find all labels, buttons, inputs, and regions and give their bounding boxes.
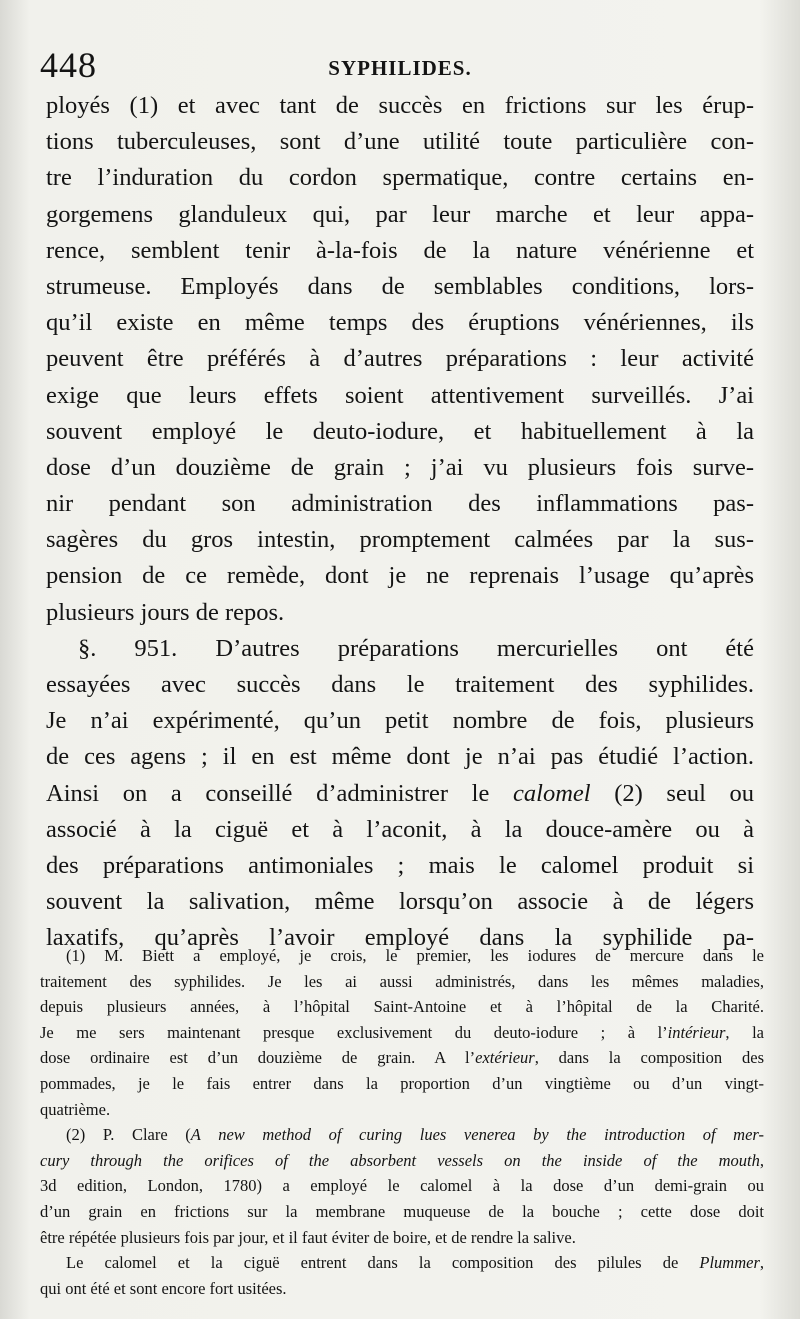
body-line: souvent employé le deuto-iodure, et habituellement à la [46, 417, 754, 445]
footnote-line: 3d edition, London, 1780) a employé le calomel à la dose d’un demi-grain ou [40, 1176, 764, 1196]
footnote-line: depuis plusieurs années, à l’hôpital Saint-Antoine et à l’hôpital de la Charité. [40, 997, 764, 1017]
footnote-line [40, 1045, 764, 1071]
body-line: pension de ce remède, dont je ne reprenais l’usage qu’après [46, 562, 754, 590]
footnote-line [40, 1122, 764, 1148]
body-line [46, 776, 754, 812]
body-line: ployés (1) et avec tant de succès en frictions sur les érup- [46, 92, 754, 119]
footnote-line-part: , dans la composition des [534, 1048, 764, 1068]
footnote-line: pommades, je le fais entrer dans la proportion d’un vingtième ou d’un vingt- [40, 1073, 764, 1093]
interieur-term: intérieur [667, 1022, 726, 1042]
footnote-line: être répétée plusieurs fois par jour, et il faut éviter de boire, et de rendre la salive. [40, 1227, 576, 1247]
footnote-line-part: , la [725, 1022, 764, 1042]
footnote-line-part: Je me sers maintenant presque exclusivement du deuto-iodure ; à l’ [40, 1022, 668, 1042]
footnote-line-part: dose ordinaire est d’un douzième de grain. A l’ [40, 1048, 476, 1068]
body-line: dose d’un douzième de grain ; j’ai vu plusieurs fois surve- [46, 453, 754, 481]
footnote-line: quatrième. [40, 1099, 111, 1119]
page-number: 448 [40, 45, 97, 85]
body-line: nir pendant son administration des inflammations pas- [46, 490, 754, 518]
footnote-line: d’un grain en frictions sur la membrane muqueuse de la bouche ; cette dose doit [40, 1201, 764, 1221]
footnotes [40, 943, 764, 1301]
exterieur-term: extérieur [475, 1048, 535, 1068]
footnote-line [40, 1250, 764, 1276]
footnote-line: qui ont été et sont encore fort usitées. [40, 1278, 287, 1298]
body-line: souvent la salivation, même lorsqu’on associe à de légers [46, 888, 754, 916]
footnote-line: traitement des syphilides. Je les ai aussi administrés, dans les mêmes maladies, [40, 971, 764, 991]
footnote-line [40, 1148, 764, 1174]
body-line-part: Ainsi on a conseillé d’administrer le [46, 779, 490, 807]
footnote-line-part: Le calomel et la ciguë entrent dans la composition des pilules de [66, 1253, 679, 1273]
book-title-part: A new method of curing lues venerea by the introduction of mer- [190, 1125, 764, 1145]
body-line: exige que leurs effets soient attentivement surveillés. J’ai [46, 381, 754, 409]
body-line: associé à la ciguë et à l’aconit, à la douce-amère ou à [46, 815, 754, 843]
body-line: de ces agens ; il en est même dont je n’ai pas étudié l’action. [46, 743, 754, 771]
running-title: SYPHILIDES. [328, 56, 472, 80]
body-line: essayées avec succès dans le traitement des syphilides. [46, 671, 754, 698]
body-line: gorgemens glanduleux qui, par leur marche et leur appa- [46, 200, 754, 228]
body-line: sagères du gros intestin, promptement calmées par la sus- [46, 526, 754, 554]
footnote-line-part: , [759, 1150, 764, 1170]
body-line: strumeuse. Employés dans de semblables conditions, lors- [46, 272, 754, 300]
body-line: peuvent être préférés à d’autres préparations : leur activité [46, 345, 754, 373]
footnote-line: (1) M. Biett a employé, je crois, le premier, les iodures de mercure dans le [66, 946, 764, 965]
body-line: tre l’induration du cordon spermatique, contre certains en- [46, 164, 754, 192]
body-line: Je n’ai expérimenté, qu’un petit nombre de fois, plusieurs [46, 707, 754, 735]
body-line: tions tuberculeuses, sont d’une utilité toute particulière con- [46, 128, 754, 156]
footnote-line-part: , [759, 1253, 764, 1273]
footnote-line-part: (2) P. Clare ( [66, 1125, 191, 1145]
page-header [40, 44, 760, 92]
body-line: des préparations antimoniales ; mais le calomel produit si [46, 851, 754, 879]
body-line-part: (2) seul ou [614, 779, 755, 807]
section-heading-line: §. 951. D’autres préparations mercurielles ont été [78, 634, 754, 662]
body-line: rence, semblent tenir à-la-fois de la nature vénérienne et [46, 236, 754, 264]
footnote-line [40, 1020, 764, 1046]
plummer-term: Plummer [699, 1253, 760, 1273]
body-line: laxatifs, qu’après l’avoir employé dans la syphilide pa- [46, 924, 754, 952]
body-text [46, 88, 754, 957]
body-line: plusieurs jours de repos. [46, 598, 285, 626]
book-title-part: cury through the orifices of the absorbent vessels on the inside of the mouth [40, 1150, 760, 1170]
body-line: qu’il existe en même temps des éruptions vénériennes, ils [46, 309, 754, 337]
calomel-term: calomel [513, 779, 591, 807]
